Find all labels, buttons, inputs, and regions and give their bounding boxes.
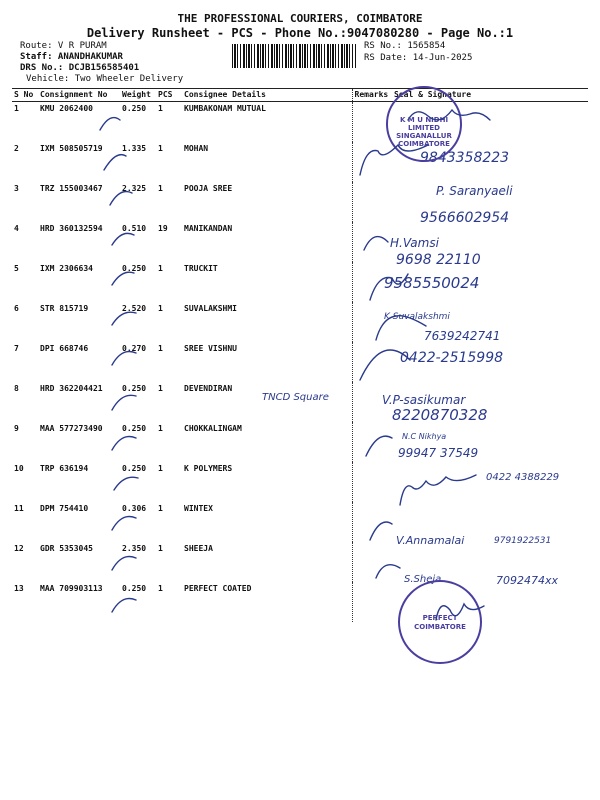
row-consignee: SHEEJA <box>182 542 352 582</box>
tick-2 <box>104 155 126 170</box>
row-consignee: MANIKANDAN <box>182 222 352 262</box>
handwritten-name-8: V.P-sasikumar <box>382 393 466 407</box>
kmu-seal-text: K M U NIDHI LIMITED SINGANALLUR COIMBATORE <box>396 116 452 148</box>
signature-2 <box>360 145 428 175</box>
row-consignment: TRP 636194 <box>40 464 89 473</box>
handwritten-name-4: H.Vamsi <box>390 236 439 250</box>
row-sno: 3 <box>14 184 19 193</box>
row-consignee: DEVENDIRAN <box>182 382 352 422</box>
handwritten-phone-7: 0422-2515998 <box>400 350 504 366</box>
row-weight: 0.250 <box>122 384 147 393</box>
row-pcs: 1 <box>158 184 163 193</box>
row-weight: 0.306 <box>122 504 147 513</box>
handwritten-phone-2: 9843358223 <box>420 150 510 166</box>
row-consignment: STR 815719 <box>40 304 89 313</box>
row-consignment: GDR 5353045 <box>40 544 93 553</box>
row-consignment: MAA 709903113 <box>40 584 103 593</box>
signature-7 <box>360 350 410 380</box>
tick-13 <box>112 599 136 613</box>
runsheet-subtitle: Delivery Runsheet - PCS - Phone No.:9047080280 - Page No.:1 <box>86 26 514 40</box>
handwritten-phone-3: 9566602954 <box>420 210 510 226</box>
row-consignee: KUMBAKONAM MUTUAL <box>182 102 352 143</box>
tick-1 <box>100 118 120 130</box>
row-pcs: 1 <box>158 304 163 313</box>
signature-4 <box>364 237 388 250</box>
route-label: Route: V R PURAM <box>20 41 107 51</box>
signature-13 <box>436 604 484 620</box>
row-consignment: DPM 754410 <box>40 504 89 513</box>
perfect-seal-text: PERFECT COIMBATORE <box>414 614 466 631</box>
row-consignee: SUVALAKSHMI <box>182 302 352 342</box>
row-weight: 0.250 <box>122 424 147 433</box>
signature-6 <box>376 316 426 340</box>
row-sno: 8 <box>14 384 19 393</box>
row-sno: 5 <box>14 264 19 273</box>
col-signature: Seal & Signature <box>392 89 588 102</box>
row-sno: 11 <box>14 504 24 513</box>
row-sno: 9 <box>14 424 19 433</box>
row-pcs: 1 <box>158 344 163 353</box>
handwritten-name-6: K Suvalakshmi <box>384 312 450 322</box>
col-consignee: Consignee Details <box>182 89 352 102</box>
row-pcs: 1 <box>158 504 163 513</box>
col-remarks: Remarks <box>352 89 392 102</box>
row-pcs: 1 <box>158 464 163 473</box>
row-weight: 0.250 <box>122 104 147 113</box>
row-pcs: 1 <box>158 424 163 433</box>
row-consignment: MAA 577273490 <box>40 424 103 433</box>
row-weight: 2.325 <box>122 184 147 193</box>
row-consignee: PERFECT COATED <box>182 582 352 622</box>
tick-3 <box>110 192 132 206</box>
row-sno: 2 <box>14 144 19 153</box>
signature-11 <box>370 522 392 540</box>
row-sno: 12 <box>14 544 24 553</box>
tick-11 <box>112 517 136 531</box>
row-consignment: TRZ 155003467 <box>40 184 103 193</box>
signature-9 <box>366 436 392 456</box>
row-consignee: TRUCKIT <box>182 262 352 302</box>
row-sno: 13 <box>14 584 24 593</box>
row-weight: 2.520 <box>122 304 147 313</box>
row-consignee: MOHAN <box>182 142 352 182</box>
handwritten-name-3: P. Saranyaeli <box>436 184 513 198</box>
handwritten-name-12: S.Sheja <box>404 574 442 585</box>
row-weight: 0.510 <box>122 224 147 233</box>
row-sno: 6 <box>14 304 19 313</box>
row-weight: 0.250 <box>122 264 147 273</box>
handwritten-phone-12: 7092474xx <box>496 574 559 587</box>
handwritten-name-9: N.C Nikhya <box>402 432 447 441</box>
row-sno: 10 <box>14 464 24 473</box>
row-weight: 0.270 <box>122 344 147 353</box>
row-pcs: 1 <box>158 384 163 393</box>
handwritten-phone-4: 9698 22110 <box>396 252 481 268</box>
row-consignment: HRD 362204421 <box>40 384 103 393</box>
col-weight: Weight <box>120 89 156 102</box>
handwritten-remark-8: TNCD Square <box>262 392 329 403</box>
signature-10 <box>400 475 476 505</box>
rs-date: RS Date: 14-Jun-2025 <box>364 53 473 63</box>
handwritten-phone-5: 9585550024 <box>384 274 480 292</box>
handwritten-name-11: V.Annamalai <box>396 534 465 547</box>
row-consignee: POOJA SREE <box>182 182 352 222</box>
handwritten-phone-6: 7639242741 <box>424 329 501 343</box>
handwritten-phone-8: 8220870328 <box>392 406 488 424</box>
row-consignment: IXM 2306634 <box>40 264 93 273</box>
row-consignment: DPI 668746 <box>40 344 89 353</box>
row-consignment: IXM 508505719 <box>40 144 103 153</box>
row-pcs: 1 <box>158 144 163 153</box>
row-pcs: 1 <box>158 104 163 113</box>
col-pcs: PCS <box>156 89 182 102</box>
tick-10 <box>114 477 138 490</box>
tick-5 <box>112 272 134 285</box>
company-title: THE PROFESSIONAL COURIERS, COIMBATORE <box>177 12 423 25</box>
tick-4 <box>112 233 134 245</box>
staff-label: Staff: ANANDHAKUMAR <box>20 52 123 62</box>
tick-7 <box>112 352 136 366</box>
signature-5 <box>370 274 408 300</box>
row-pcs: 1 <box>158 264 163 273</box>
vehicle-label: Vehicle: Two Wheeler Delivery <box>26 74 184 84</box>
handwritten-phone-11: 9791922531 <box>494 536 552 546</box>
signature-1 <box>408 110 490 120</box>
row-consignee: SREE VISHNU <box>182 342 352 382</box>
row-sno: 4 <box>14 224 19 233</box>
col-consignment: Consignment No <box>38 89 120 102</box>
row-weight: 0.250 <box>122 464 147 473</box>
row-pcs: 1 <box>158 544 163 553</box>
col-sno: S No <box>12 89 38 102</box>
tick-9 <box>112 437 136 451</box>
handwritten-phone-10: 0422 4388229 <box>486 472 560 483</box>
row-weight: 1.335 <box>122 144 147 153</box>
row-pcs: 19 <box>158 224 168 233</box>
row-consignee: CHOKKALINGAM <box>182 422 352 462</box>
row-consignment: KMU 2062400 <box>40 104 93 113</box>
rs-number: RS No.: 1565854 <box>364 41 446 51</box>
row-weight: 2.350 <box>122 544 147 553</box>
row-consignment: HRD 360132594 <box>40 224 103 233</box>
row-pcs: 1 <box>158 584 163 593</box>
tick-12 <box>112 557 136 571</box>
row-consignee: K POLYMERS <box>182 462 352 502</box>
row-consignee: WINTEX <box>182 502 352 542</box>
drs-label: DRS No.: DCJB156585401 <box>20 63 140 73</box>
handwritten-phone-9: 99947 37549 <box>398 446 479 460</box>
tick-6 <box>112 312 136 325</box>
signature-12 <box>376 565 400 578</box>
row-sno: 1 <box>14 104 19 113</box>
row-sno: 7 <box>14 344 19 353</box>
tick-8 <box>112 395 136 410</box>
row-weight: 0.250 <box>122 584 147 593</box>
